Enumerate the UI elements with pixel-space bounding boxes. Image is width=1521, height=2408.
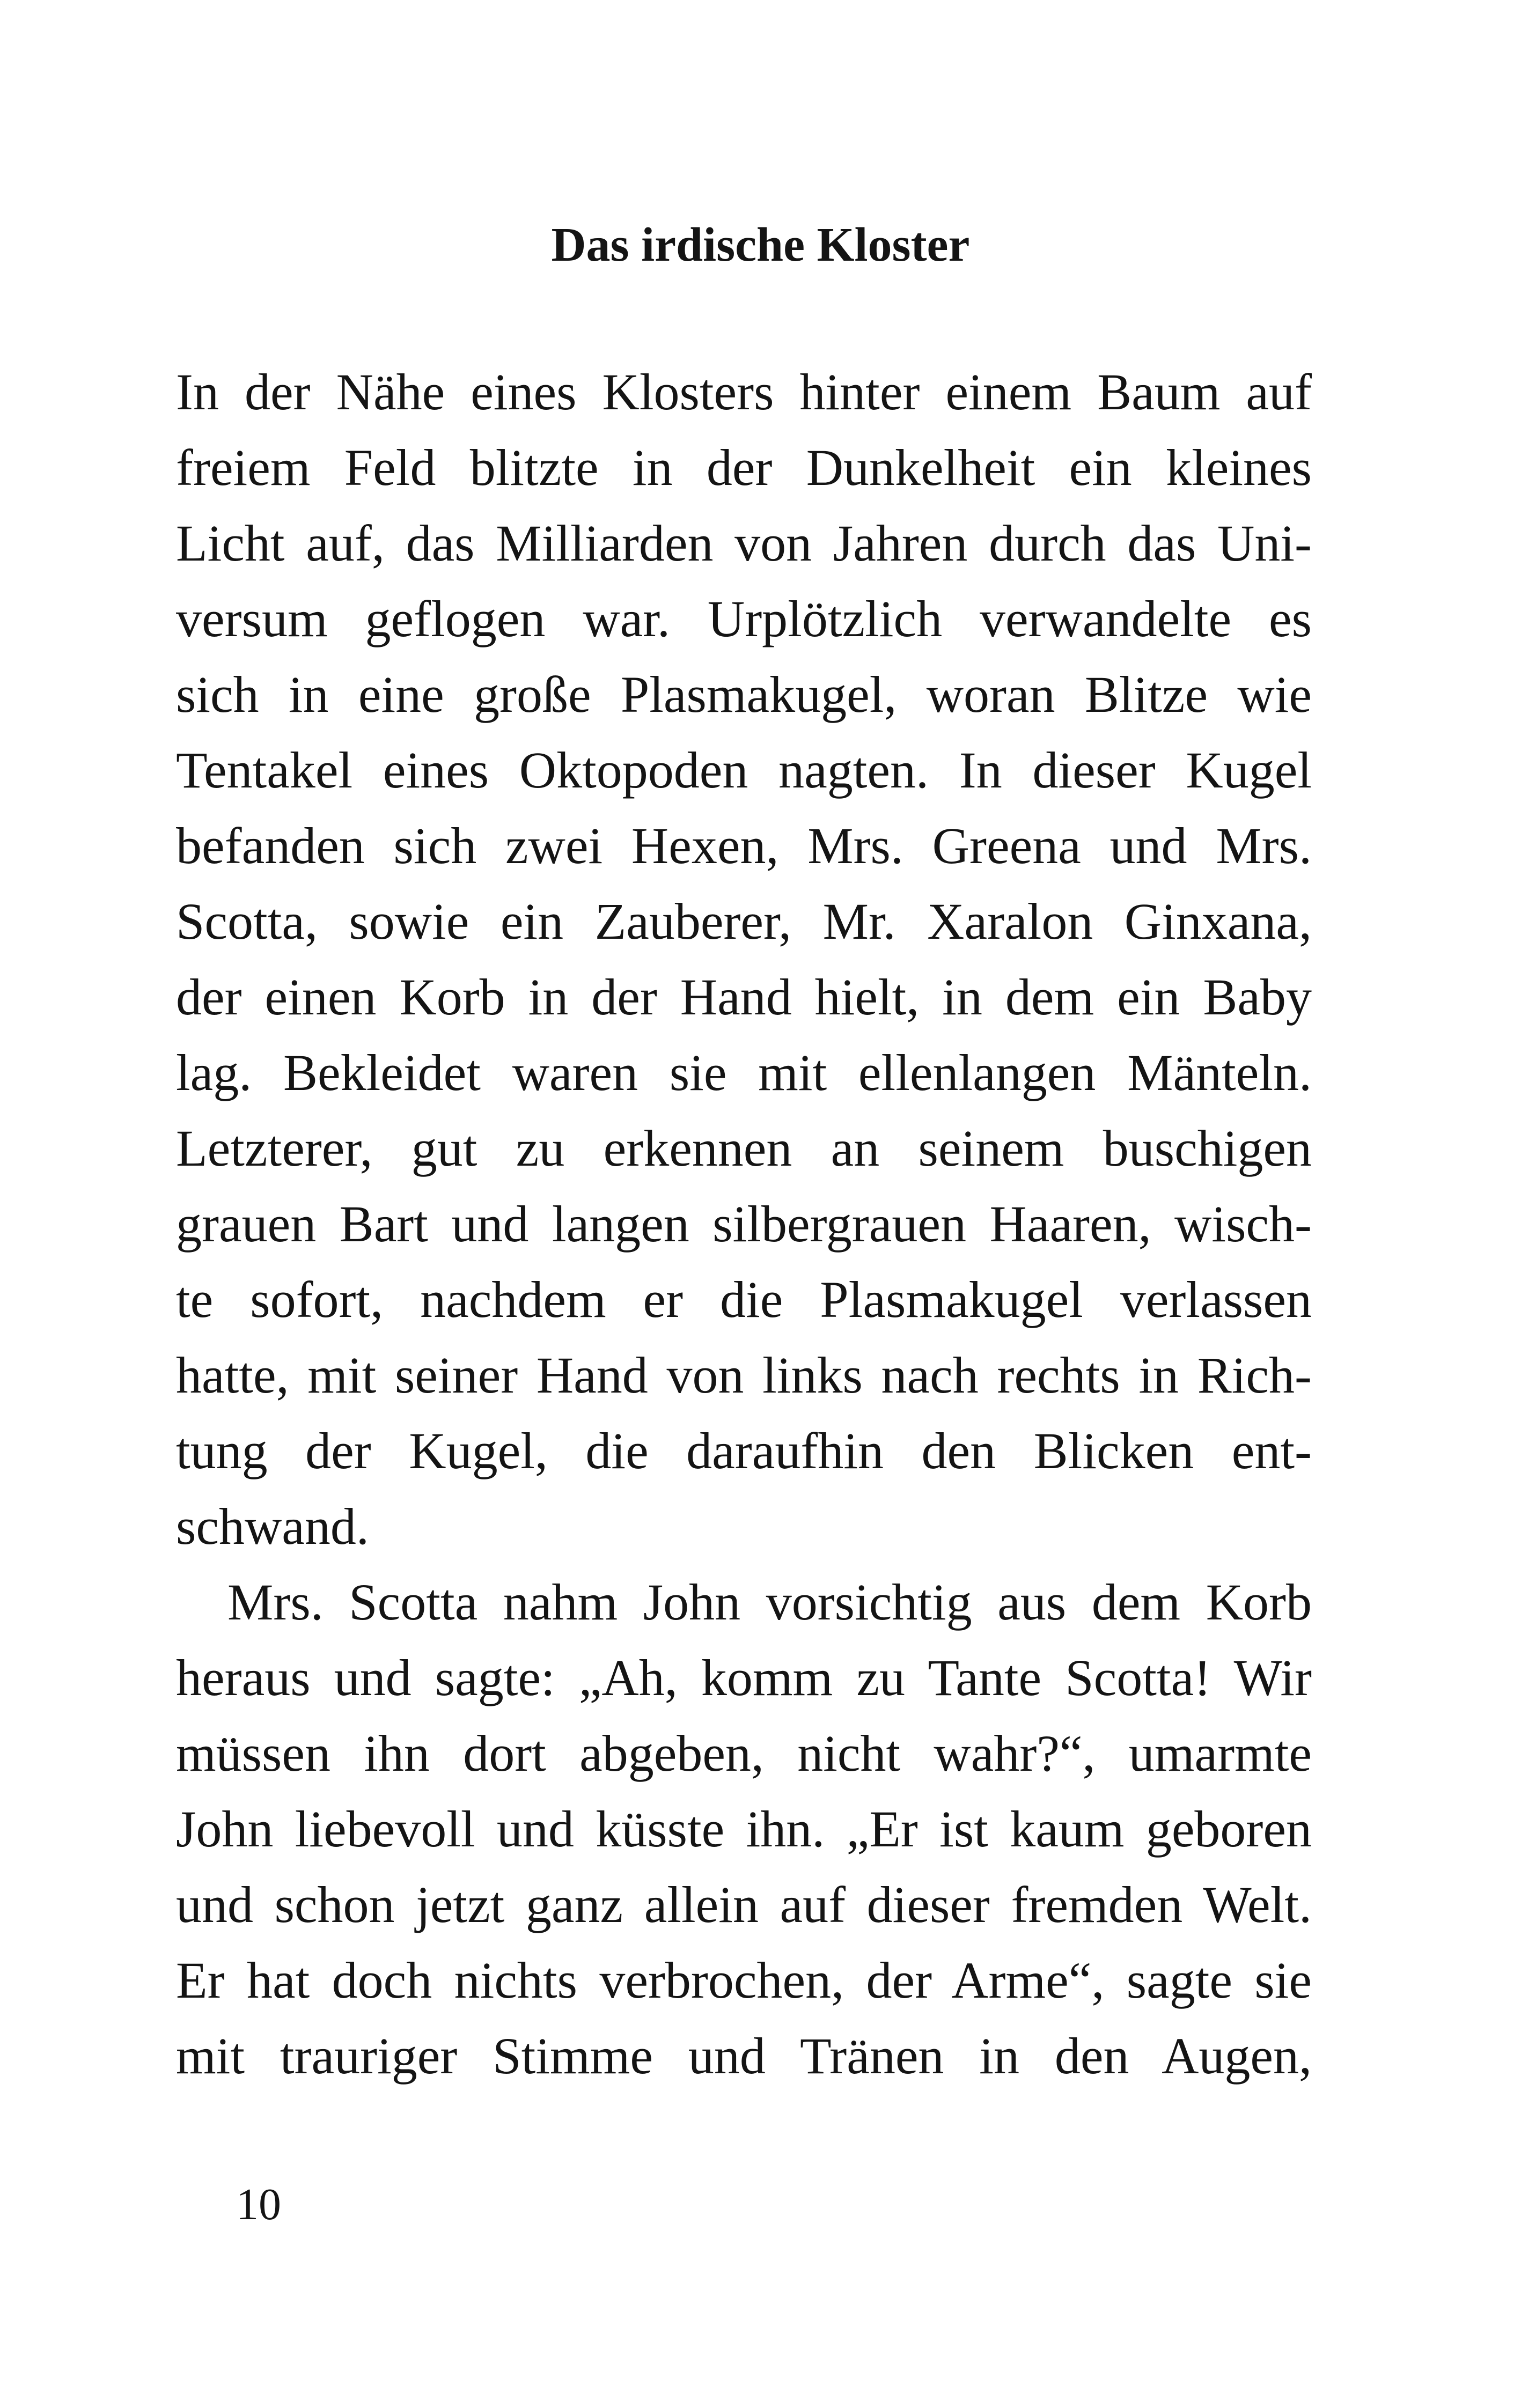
text-line: heraus und sagte: „Ah, komm zu Tante Scotta! Wir	[176, 1649, 1312, 1706]
paragraph-1	[176, 354, 1312, 1564]
text-line: John liebevoll und küsste ihn. „Er ist kaum geboren	[176, 1800, 1312, 1858]
text-line: Er hat doch nichts verbrochen, der Arme“, sagte sie	[176, 1952, 1312, 2009]
text-line: freiem Feld blitzte in der Dunkelheit ein kleines	[176, 439, 1312, 496]
chapter-title: Das irdische Kloster	[551, 218, 970, 271]
text-line: schwand.	[176, 1498, 369, 1555]
text-line: Tentakel eines Oktopoden nagten. In dieser Kugel	[176, 741, 1312, 799]
paragraph-2	[176, 1564, 1312, 2094]
text-line: Scotta, sowie ein Zauberer, Mr. Xaralon Ginxana,	[176, 893, 1312, 950]
text-line: tung der Kugel, die daraufhin den Blicken ent-	[176, 1422, 1312, 1479]
text-line: hatte, mit seiner Hand von links nach rechts in Rich-	[176, 1346, 1312, 1404]
text-line: sich in eine große Plasmakugel, woran Blitze wie	[176, 666, 1312, 723]
body-text	[176, 354, 1312, 2094]
page-number: 10	[236, 2179, 281, 2229]
text-line: lag. Bekleidet waren sie mit ellenlangen Mänteln.	[176, 1044, 1312, 1101]
text-line: und schon jetzt ganz allein auf dieser fremden Welt.	[176, 1876, 1312, 1933]
text-line: der einen Korb in der Hand hielt, in dem ein Baby	[176, 968, 1312, 1026]
text-line: Mrs. Scotta nahm John vorsichtig aus dem Korb	[227, 1573, 1312, 1631]
text-line: müssen ihn dort abgeben, nicht wahr?“, umarmte	[176, 1725, 1312, 1782]
text-line: Letzterer, gut zu erkennen an seinem buschigen	[176, 1120, 1312, 1177]
text-line: Licht auf, das Milliarden von Jahren durch das Uni-	[176, 514, 1312, 572]
text-line: grauen Bart und langen silbergrauen Haaren, wisch-	[176, 1195, 1312, 1253]
text-line: versum geflogen war. Urplötzlich verwandelte es	[176, 590, 1312, 647]
text-line: mit trauriger Stimme und Tränen in den Augen,	[176, 2027, 1312, 2085]
text-line: befanden sich zwei Hexen, Mrs. Greena und Mrs.	[176, 817, 1312, 874]
text-line: te sofort, nachdem er die Plasmakugel verlassen	[176, 1271, 1312, 1328]
text-line: In der Nähe eines Klosters hinter einem Baum auf	[176, 363, 1312, 421]
